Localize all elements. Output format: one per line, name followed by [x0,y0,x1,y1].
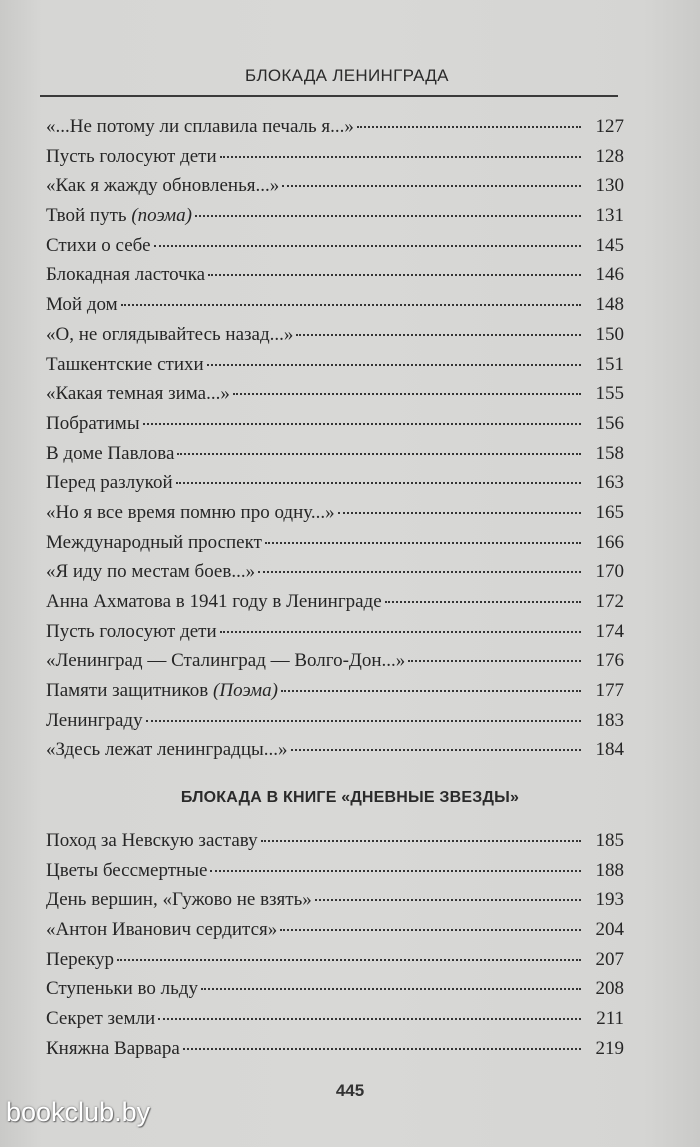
toc-entry-title: Секрет земли [46,1008,156,1030]
toc-list-part2 [46,826,624,1064]
dot-leader [210,870,581,872]
dot-leader [408,660,581,662]
toc-entry [46,350,624,380]
page-number: 445 [335,1081,365,1100]
toc-entry-page: 211 [596,1008,624,1030]
toc-entry [46,706,624,736]
toc-entry [46,676,624,706]
toc-entry [46,646,624,676]
toc-entry-page: 219 [595,1037,624,1059]
toc-entry-title: Международный проспект [46,531,262,553]
toc-entry-page: 163 [595,472,624,494]
dot-leader [183,1048,581,1050]
toc-entry-page: 185 [595,830,624,851]
toc-entry [46,112,624,142]
toc-entry-page: 166 [595,531,624,553]
toc-entry [46,826,624,856]
toc-entry [46,974,624,1004]
dot-leader [280,929,581,931]
toc-entry [46,409,624,439]
toc-entry-title: «Антон Иванович сердится» [46,919,278,941]
toc-list-part1 [46,112,624,765]
dot-leader [154,245,581,247]
toc-entry [46,1004,624,1034]
toc-entry-page: 193 [595,889,624,911]
toc-entry [46,142,624,172]
toc-entry [46,498,624,528]
toc-entry-page: 208 [595,978,624,1000]
dot-leader [177,453,581,455]
dot-leader [261,840,581,842]
toc-entry [46,945,624,975]
toc-entry-page: 148 [595,294,624,316]
toc-entry-title: В доме Павлова [46,442,175,464]
dot-leader [146,720,581,722]
toc-entry-title: Ташкентские стихи [46,353,204,375]
dot-leader [296,334,581,336]
toc-entry-title: Анна Ахматова в 1941 году в Ленинграде [46,591,382,612]
toc-entry-page: 128 [595,145,624,167]
toc-entry-title: Побратимы [46,412,140,434]
toc-entry-page: 151 [595,353,624,375]
dot-leader [121,304,581,306]
toc-entry [46,915,624,945]
toc-entry [46,617,624,647]
toc-entry-page: 172 [595,591,624,612]
dot-leader [291,749,582,751]
toc-entry-title: «Здесь лежат ленинградцы...» [46,739,288,761]
toc-entry-page: 204 [595,919,624,941]
dot-leader [220,156,581,158]
section-heading: БЛОКАДА В КНИГЕ «ДНЕВНЫЕ ЗВЕЗДЫ» [180,789,520,806]
toc-entry-note: (поэма) [131,205,192,227]
toc-entry-title: Цветы бессмертные [46,859,208,881]
dot-leader [281,690,581,692]
toc-entry [46,587,624,617]
toc-entry [46,320,624,350]
dot-leader [338,512,581,514]
toc-entry-title: Ступеньки во льду [46,978,198,1000]
toc-entry-title: Блокадная ласточка [46,264,206,286]
toc-entry-page: 183 [595,709,624,731]
toc-entry-title: «...Не потому ли сплавила печаль я...» [46,116,354,137]
toc-entry-page: 170 [595,561,624,583]
toc-entry [46,528,624,558]
toc-entry-page: 131 [595,205,624,227]
toc-entry-title: «Но я все время помню про одну...» [46,501,335,523]
toc-entry [46,557,624,587]
toc-entry-page: 165 [595,501,624,523]
toc-entry-page: 188 [595,859,624,881]
watermark: bookclub.by [6,1097,151,1127]
toc-entry-page: 145 [595,234,624,256]
toc-entry-page: 158 [595,442,624,464]
toc-entry [46,856,624,886]
toc-entry-page: 184 [595,739,624,761]
toc-entry [46,379,624,409]
toc-entry-title: Твой путь (поэма) [46,205,192,227]
toc-entry [46,885,624,915]
running-head: БЛОКАДА ЛЕНИНГРАДА [245,66,449,85]
toc-entry-title: Мой дом [46,294,118,316]
toc-entry [46,171,624,201]
toc-entry-page: 156 [595,412,624,434]
toc-entry-title: Пусть голосуют дети [46,620,217,642]
toc-entry-title: Перекур [46,948,115,970]
dot-leader [265,542,581,544]
dot-leader [220,631,581,633]
toc-entry [46,290,624,320]
dot-leader [143,423,581,425]
toc-entry-title: «О, не оглядывайтесь назад...» [46,323,294,345]
toc-entry-title: «Я иду по местам боев...» [46,561,256,583]
toc-entry [46,1034,624,1064]
toc-entry-page: 176 [595,650,624,672]
dot-leader [282,185,581,187]
toc-entry-page: 155 [595,383,624,405]
toc-entry-title: Памяти защитников (Поэма) [46,680,278,702]
header-rule [40,95,618,97]
toc-entry-title: Стихи о себе [46,234,151,256]
toc-entry-title: День вершин, «Гужово не взять» [46,889,312,911]
dot-leader [208,274,581,276]
dot-leader [233,393,581,395]
toc-entry-page: 207 [595,948,624,970]
dot-leader [258,571,581,573]
toc-entry-page: 146 [595,264,624,286]
toc-entry-note: (Поэма) [213,680,278,702]
toc-entry-page: 127 [595,116,624,137]
toc-entry-page: 177 [595,680,624,702]
toc-entry-page: 150 [595,323,624,345]
dot-leader [385,601,581,603]
toc-entry [46,735,624,765]
toc-entry-page: 130 [595,175,624,197]
dot-leader [201,988,581,990]
dot-leader [357,126,581,128]
toc-entry-title: «Как я жажду обновленья...» [46,175,280,197]
toc-entry-title: Княжна Варвара [46,1037,180,1059]
toc-entry-title: «Какая темная зима...» [46,383,230,405]
dot-leader [195,215,581,217]
dot-leader [315,899,581,901]
dot-leader [117,959,581,961]
toc-entry-title: Пусть голосуют дети [46,145,217,167]
toc-entry-title: Поход за Невскую заставу [46,830,258,851]
toc-entry-page: 174 [595,620,624,642]
dot-leader [158,1018,581,1020]
toc-entry-title: Ленинграду [46,709,143,731]
toc-entry [46,468,624,498]
toc-entry-title: «Ленинград — Сталинград — Волго-Дон...» [46,650,406,672]
toc-entry [46,260,624,290]
dot-leader [176,482,581,484]
dot-leader [207,364,581,366]
toc-entry-title: Перед разлукой [46,472,173,494]
toc-entry [46,201,624,231]
toc-entry [46,231,624,261]
toc-entry [46,439,624,469]
